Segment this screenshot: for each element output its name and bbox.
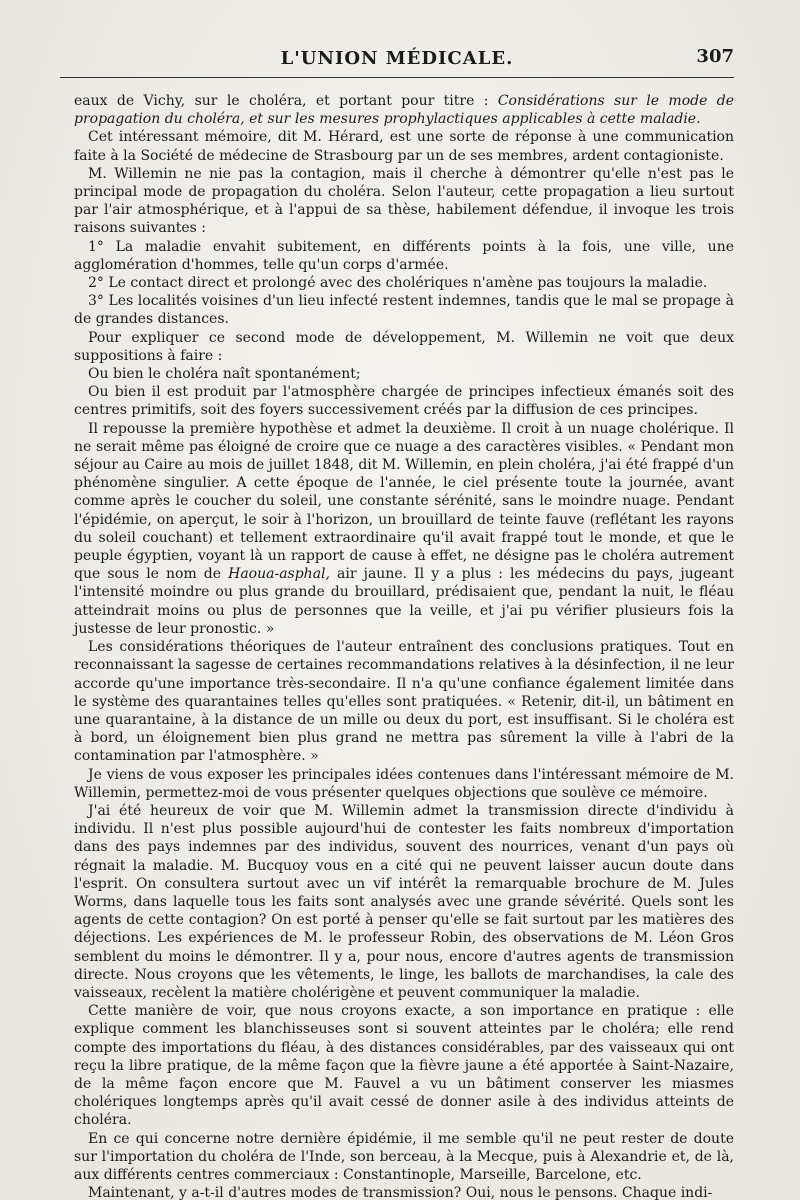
paragraph-text: En ce qui concerne notre dernière épidémie, il me semble qu'il ne peut rester de doute sur l'importation du choléra de l'Inde, son berceau, à la Mecque, puis à Alexandrie et, de là, aux différents centres commerciaux : Constantinople, Marseille, Barcelone, etc. bbox=[74, 1130, 734, 1183]
paragraph-text: Il repousse la première hypothèse et admet la deuxième. Il croit à un nuage cholérique. Il ne serait même pas éloigné de croire que ce nuage a des caractères visibles. « Pendant mon séjour au Caire au mois de juillet 1848, dit M. Willemin, en plein choléra, j'ai été frappé d'un phénomène singulier. A cette époque de l'année, le ciel présente toute la journée, avant comme après le coucher du soleil, une constante sérénité, sans le moindre nuage. Pendant l'épidémie, on aperçut, le soir à l'horizon, un brouillard de teinte fauve (reflétant les rayons du soleil couchant) et tellement extraordinaire qu'il avait frappé tout le monde, et que le peuple égyptien, voyant là un rapport de cause à effet, ne désigne pas le choléra autrement que sous le nom de bbox=[74, 420, 734, 583]
paragraph-text: Je viens de vous exposer les principales idées contenues dans l'intéressant mémoire de M. Willemin, permettez-moi de vous présenter quelques objections que soulève ce mémoire. bbox=[74, 766, 734, 801]
paragraph-text: Les considérations théoriques de l'auteur entraînent des conclusions pratiques. Tout en reconnaissant la sagesse de certaines recommandations relatives à la désinfection, il ne leur accorde qu'une importance très-secondaire. Il n'a qu'une confiance également limitée dans le système des quarantaines telles qu'elles sont pratiquées. « Retenir, dit-il, un bâtiment en une quarantaine, à la distance de un mille ou deux du port, est insuffisant. Si le choléra est à bord, un éloignement bien plus grand ne mettra pas sûrement la ville à l'abri de la contamination par l'atmosphère. » bbox=[74, 639, 734, 765]
article-body bbox=[74, 92, 734, 1200]
paragraph bbox=[74, 329, 734, 365]
paragraph-text: Cet intéressant mémoire, dit M. Hérard, est une sorte de réponse à une communication faite à la Société de médecine de Strasbourg par un de ses membres, ardent contagioniste. bbox=[74, 129, 734, 164]
paragraph bbox=[74, 92, 734, 128]
paragraph-text: Ou bien il est produit par l'atmosphère chargée de principes infectieux émanés soit des centres primitifs, soit des foyers successivement créés par la diffusion de ces principes. bbox=[74, 384, 734, 419]
paragraph-text: eaux de Vichy, sur le choléra, et portant pour titre : bbox=[74, 93, 498, 109]
paragraph-text: M. Willemin ne nie pas la contagion, mais il cherche à démontrer qu'elle n'est pas le principal mode de propagation du choléra. Selon l'auteur, cette propagation a lieu surtout par l'air atmosphérique, et à l'appui de sa thèse, habilement défendue, il invoque les trois raisons suivantes : bbox=[74, 165, 734, 237]
running-title: L'UNION MÉDICALE. bbox=[280, 48, 514, 69]
paragraph-text: Ou bien le choléra naît spontanément; bbox=[88, 366, 361, 383]
paragraph-text: Pour expliquer ce second mode de développement, M. Willemin ne voit que deux suppositions à faire : bbox=[74, 329, 734, 364]
paragraph bbox=[74, 238, 734, 274]
paragraph bbox=[74, 383, 734, 419]
paragraph bbox=[74, 802, 734, 1002]
paragraph-text: 2° Le contact direct et prolongé avec des cholériques n'amène pas toujours la maladie. bbox=[88, 275, 708, 292]
paragraph-text: J'ai été heureux de voir que M. Willemin admet la transmission directe d'individu à individu. Il n'est plus possible aujourd'hui de contester les faits nombreux d'importation dans des pays indemnes par des individus, souvent des nourrices, venant d'un pays où régnait la maladie. M. Bucquoy vous en a cité qui ne peuvent laisser aucun doute dans l'esprit. On consultera surtout avec un vif intérêt la remarquable brochure de M. Jules Worms, dans laquelle tous les faits sont analysés avec une grande sévérité. Quels sont les agents de cette contagion? On est porté à penser qu'elle se fait surtout par les matières des déjections. Les expériences de M. le professeur Robin, des observations de M. Léon Gros semblent du moins le démontrer. Il y a, pour nous, encore d'autres agents de transmission directe. Nous croyons que les vêtements, le linge, les ballots de marchandises, la cale des vaisseaux, recèlent la matière cholérigène et peuvent communiquer la maladie. bbox=[74, 802, 734, 1001]
header-rule bbox=[60, 77, 734, 78]
paragraph-text: air jaune. Il y a plus : les médecins du pays, jugeant l'intensité moindre ou plus grande du brouillard, prédisaient que, pendant la nuit, le fléau atteindrait moins ou plus de personnes que la veille, et j'ai pu vérifier plusieurs fois la justesse de leur pronostic. » bbox=[74, 566, 734, 637]
page-header bbox=[60, 44, 734, 74]
page-number: 307 bbox=[696, 46, 734, 67]
paragraph-text: 3° Les localités voisines d'un lieu infecté restent indemnes, tandis que le mal se propage à de grandes distances. bbox=[74, 293, 734, 328]
italic-text: Considérations sur le mode de propagation du choléra, et sur les mesures prophylactiques applicables à cette maladie. bbox=[74, 93, 734, 128]
paragraph bbox=[74, 766, 734, 802]
paragraph-text: 1° La maladie envahit subitement, en différents points à la fois, une ville, une agglomération d'hommes, telle qu'un corps d'armée. bbox=[74, 238, 734, 273]
italic-text: Haoua-asphal, bbox=[228, 566, 330, 583]
paragraph bbox=[74, 1184, 734, 1200]
paragraph bbox=[74, 128, 734, 164]
paragraph-text: Cette manière de voir, que nous croyons exacte, a son importance en pratique : elle explique comment les blanchisseuses sont si souvent atteintes par le choléra; elle rend compte des importations du fléau, à des distances considérables, par des vaisseaux qui ont reçu la libre pratique, de la même façon que la fièvre jaune a été apportée à Saint-Nazaire, de la même façon encore que M. Fauvel a vu un bâtiment conserver les miasmes cholériques longtemps après qu'il avait cessé de donner asile à des individus atteints de choléra. bbox=[74, 1003, 734, 1129]
paragraph bbox=[74, 165, 734, 238]
paragraph bbox=[74, 274, 734, 292]
paragraph-text: Maintenant, y a-t-il d'autres modes de transmission? Oui, nous le pensons. Chaque indi- bbox=[88, 1185, 713, 1200]
paragraph bbox=[74, 1130, 734, 1185]
paragraph bbox=[74, 420, 734, 638]
paragraph bbox=[74, 1002, 734, 1129]
paragraph bbox=[74, 638, 734, 765]
paragraph bbox=[74, 292, 734, 328]
paragraph bbox=[74, 365, 734, 383]
